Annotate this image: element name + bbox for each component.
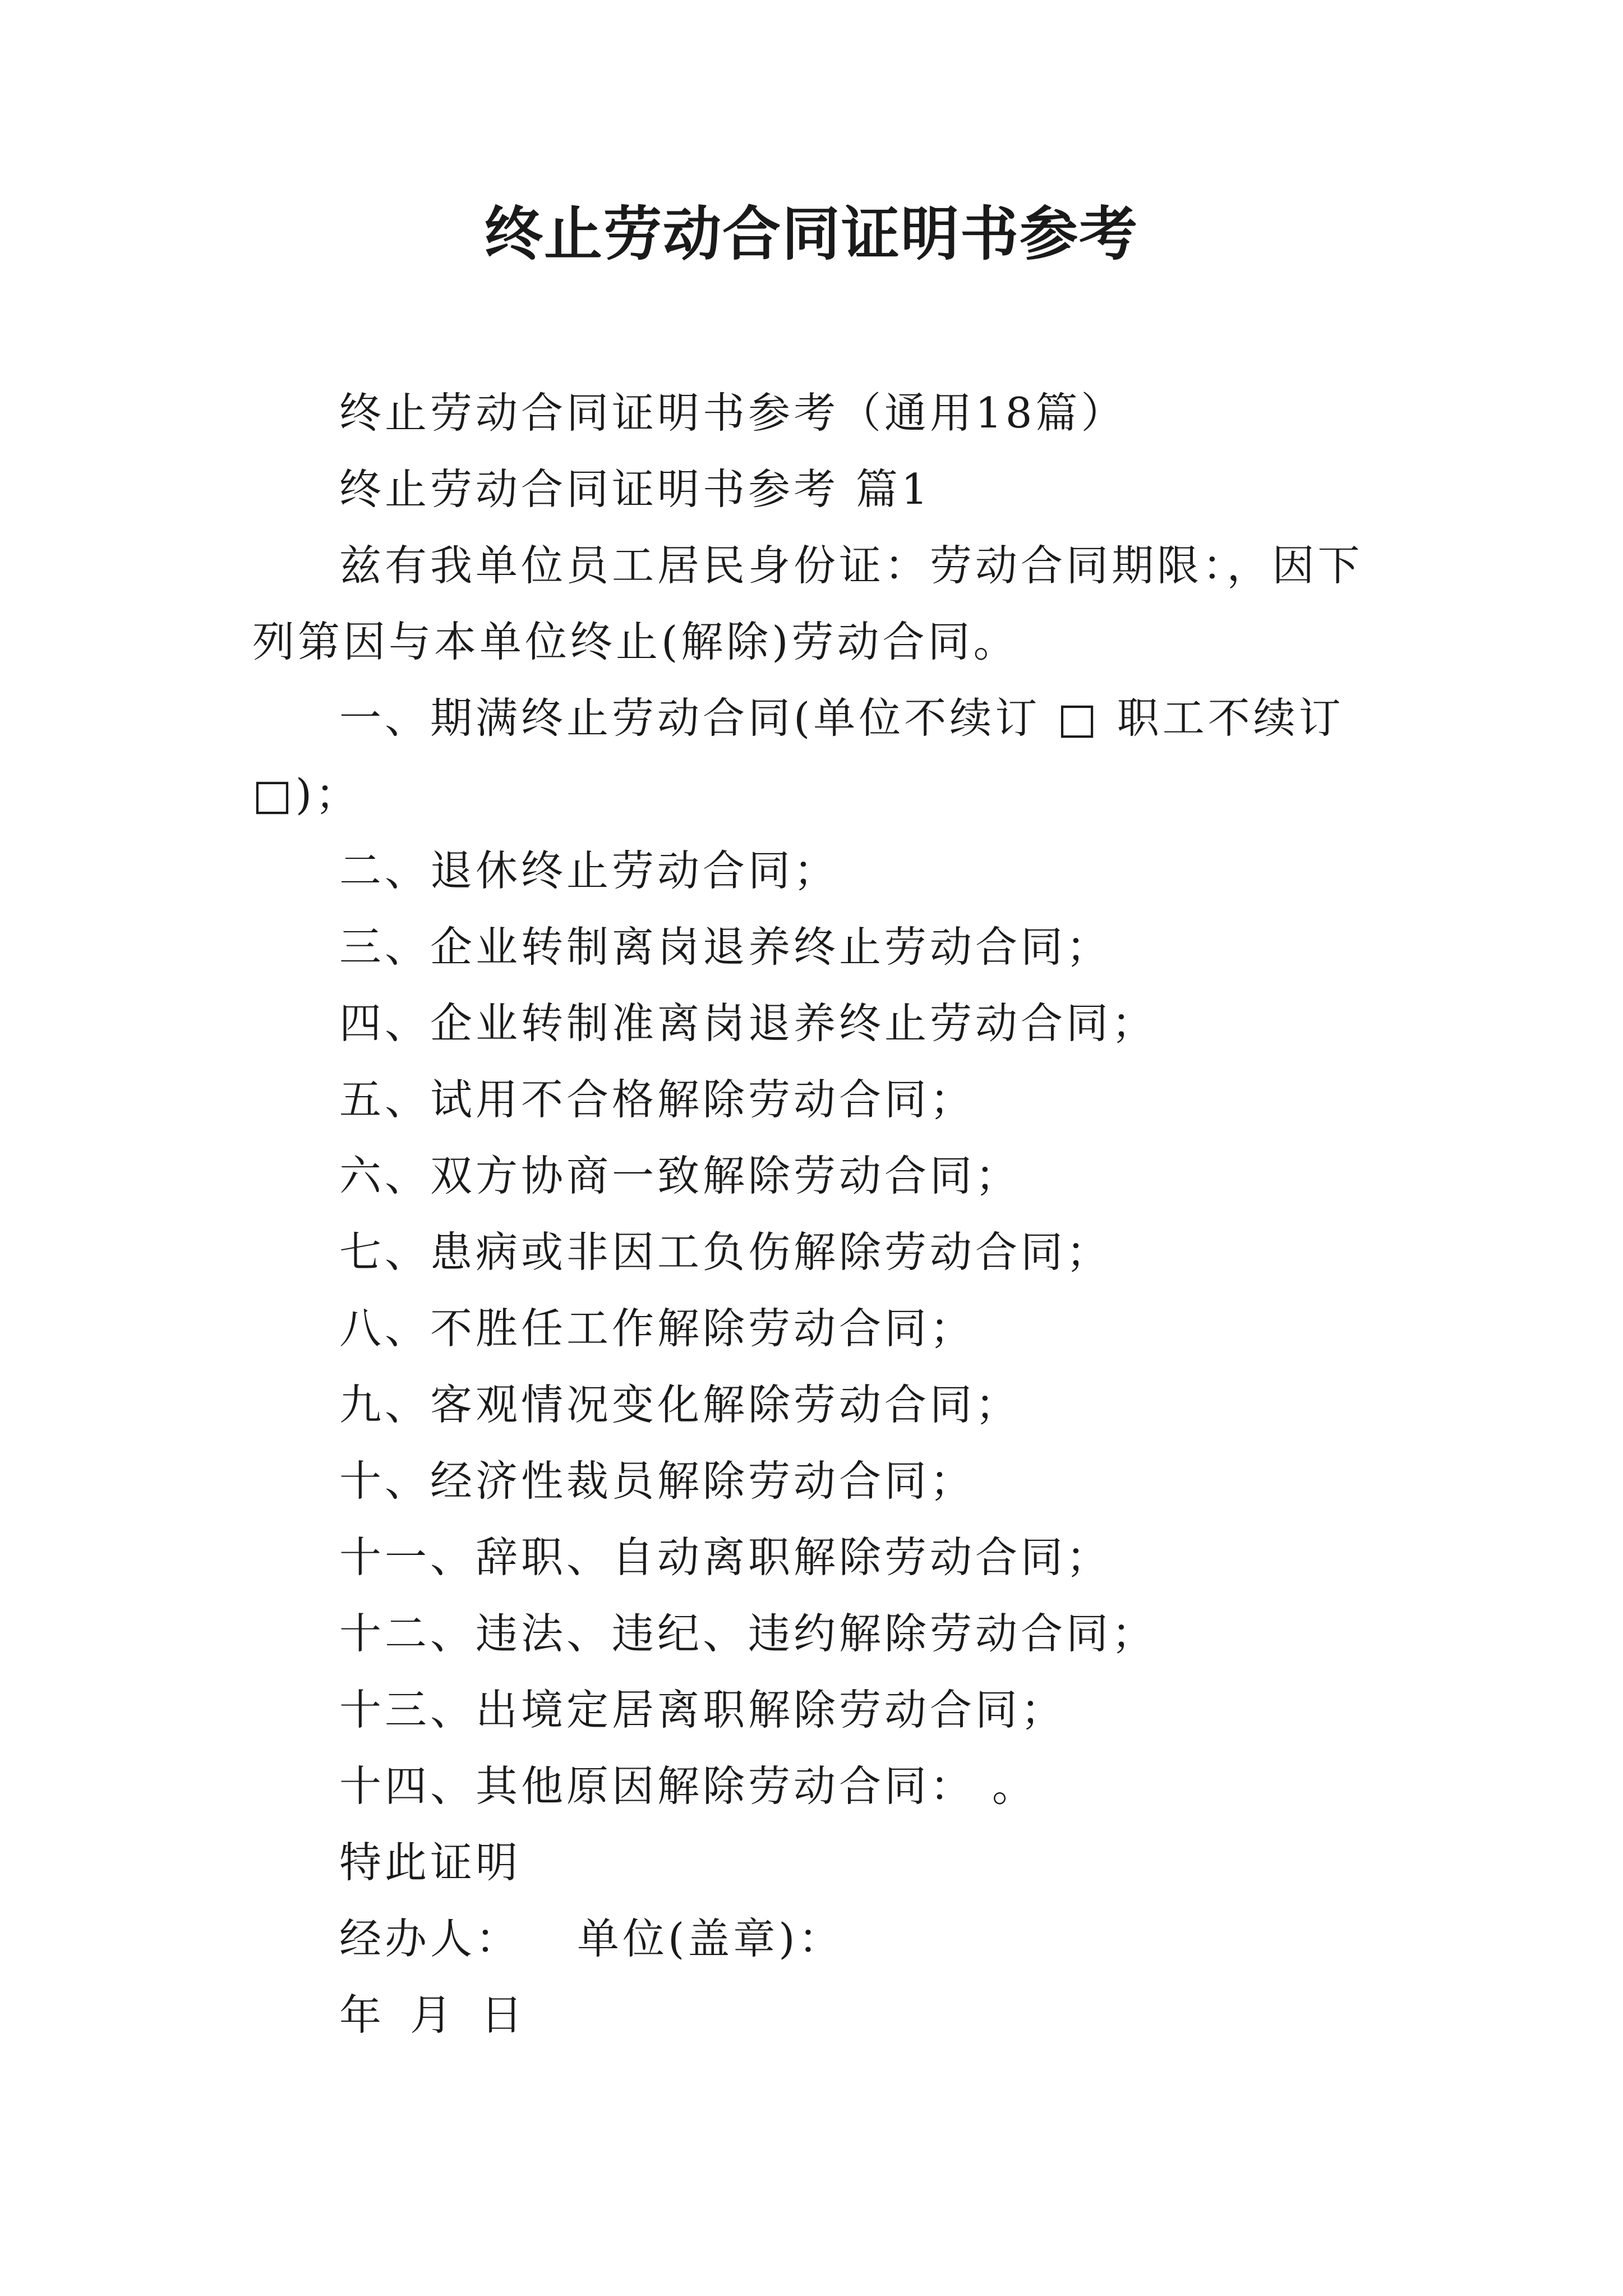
reason-item-7: 七、患病或非因工负伤解除劳动合同；	[339, 1227, 1112, 1277]
reason-item-10: 十、经济性裁员解除劳动合同；	[339, 1456, 976, 1506]
reason-item-3: 三、企业转制离岗退养终止劳动合同；	[339, 922, 1112, 972]
document-body	[252, 375, 1380, 2053]
date-year-label: 年	[339, 1990, 385, 2040]
reason-item-5: 五、试用不合格解除劳动合同；	[339, 1075, 976, 1124]
closing-statement: 特此证明	[339, 1838, 522, 1887]
section-heading: 终止劳动合同证明书参考 篇1	[339, 464, 932, 514]
date-day-label: 日	[481, 1990, 527, 2040]
reason-item-6: 六、双方协商一致解除劳动合同；	[339, 1151, 1021, 1200]
reason-item-9: 九、客观情况变化解除劳动合同；	[339, 1380, 1021, 1429]
reason-item-1: 一、期满终止劳动合同(单位不续订 □ 职工不续订□)；	[252, 693, 1344, 819]
intro-paragraph: 兹有我单位员工居民身份证：劳动合同期限：，因下列第因与本单位终止(解除)劳动合同。	[252, 541, 1363, 666]
reason-item-11: 十一、辞职、自动离职解除劳动合同；	[339, 1533, 1112, 1582]
reason-item-4: 四、企业转制准离岗退养终止劳动合同；	[339, 999, 1158, 1048]
date-line	[252, 1977, 1380, 2053]
reason-item-13: 十三、出境定居离职解除劳动合同；	[339, 1685, 1067, 1734]
date-month-label: 月	[410, 1990, 456, 2040]
reason-item-14: 十四、其他原因解除劳动合同： 。	[339, 1761, 1038, 1811]
document-title: 终止劳动合同证明书参考	[484, 199, 1138, 268]
signature-line	[252, 1901, 1380, 1977]
unit-seal-label: 单位(盖章)：	[577, 1914, 844, 1963]
document-subtitle: 终止劳动合同证明书参考（通用18篇）	[339, 388, 1127, 438]
handler-label: 经办人：	[339, 1914, 522, 1963]
reason-item-12: 十二、违法、违纪、违约解除劳动合同；	[339, 1609, 1158, 1658]
reason-item-8: 八、不胜任工作解除劳动合同；	[339, 1304, 976, 1353]
reason-item-2: 二、退休终止劳动合同；	[339, 846, 840, 895]
